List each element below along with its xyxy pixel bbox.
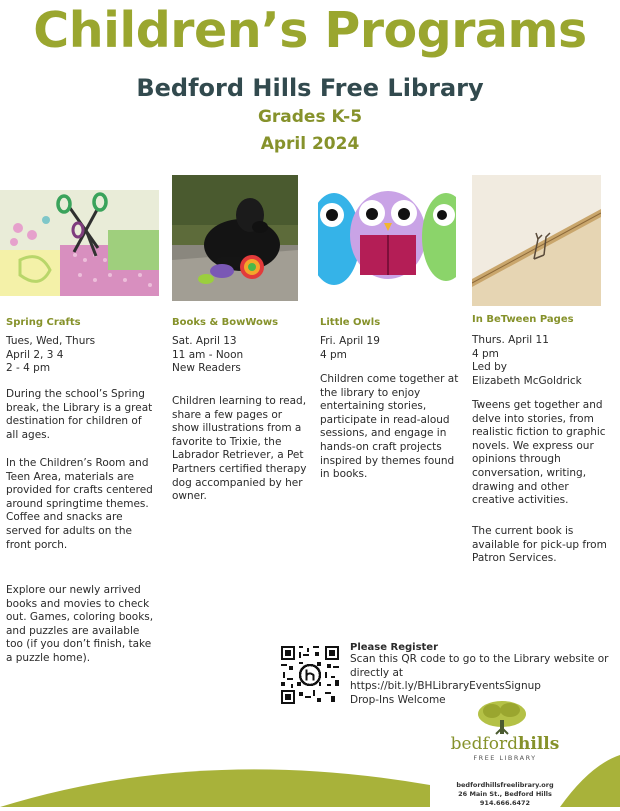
logo-name-part2: hills [518,734,560,754]
schedule-line: April 2, 3 4 [6,348,64,361]
schedule-line: Thurs. April 11 [472,334,549,346]
program-description: Children come together at the library to enjoy entertaining stories, participate in read-aloud sessions, and engage in hands-on craft projects inspired by themes found in books. [320,373,459,481]
library-logo-sub: FREE LIBRARY [473,754,537,762]
schedule-line: 4 pm [320,348,347,361]
schedule-line: 2 - 4 pm [6,362,51,374]
schedule-line: 11 am - Noon [172,348,244,361]
register-heading: Please Register [350,642,439,653]
registration-section [350,642,610,707]
program-title-books-bowwows: Books & BowWows [172,317,279,328]
program-title-in-between-pages: In BeTween Pages [472,314,574,325]
program-description: Tweens get together and delve into stories, from realistic fiction to graphic novels. We express our opinions through conversation, writing, drawing and other creative activities. [472,399,606,507]
schedule-line: Fri. April 19 [320,335,380,347]
owls-image [318,177,456,292]
tree-logo-icon [474,700,530,736]
program-description: Explore our newly arrived books and movies to check out. Games, coloring books, and puzzles are available too (if you don’t finish, take a puzzle home). [6,584,154,664]
grades: Grades K-5 [257,107,363,127]
book-image [472,175,601,306]
dog-image [172,175,298,301]
program-schedule [6,335,156,376]
schedule-line: Elizabeth McGoldrick [472,374,582,387]
program-schedule [172,335,312,376]
schedule-line: Sat. April 13 [172,335,237,347]
program-title-little-owls: Little Owls [320,317,381,328]
program-schedule [320,335,460,362]
schedule-line: 4 pm [472,347,499,360]
schedule-line: Led by [472,361,508,373]
logo-name-part1: bedford [450,734,519,754]
program-description: During the school’s Spring break, the Library is a great destination for children of all ages. [6,388,153,441]
program-description: Children learning to read, share a few pages or show illustrations from a favorite to Trixie, the Labrador Retriever, a Pet Partners certified therapy dog accompanied by her owner. [172,395,307,503]
month: April 2024 [260,134,360,154]
program-title-spring-crafts: Spring Crafts [6,317,81,328]
program-description: The current book is available for pick-up from Patron Services. [472,525,607,565]
dropins-note: Drop-Ins Welcome [350,693,446,706]
library-name: Bedford Hills Free Library [136,74,484,102]
register-link[interactable]: https://bit.ly/BHLibraryEventsSignup [350,680,541,692]
footer-website[interactable]: bedfordhillsfreelibrary.org [456,781,554,789]
page-title: Children’s Programs [33,2,587,59]
library-logo-name [445,734,565,754]
schedule-line: New Readers [172,362,241,374]
footer-phone: 914.666.6472 [479,799,531,807]
qr-code[interactable] [279,644,341,706]
spring-crafts-image [0,190,159,296]
register-text: Scan this QR code to go to the Library website or directly at [350,653,609,679]
footer-address: 26 Main St., Bedford Hills [458,790,552,798]
program-schedule [472,334,612,388]
program-description: In the Children’s Room and Teen Area, materials are provided for crafts centered around springtime themes. Coffee and snacks are served for adults on the front porch. [6,457,153,551]
schedule-line: Tues, Wed, Thurs [6,335,96,347]
